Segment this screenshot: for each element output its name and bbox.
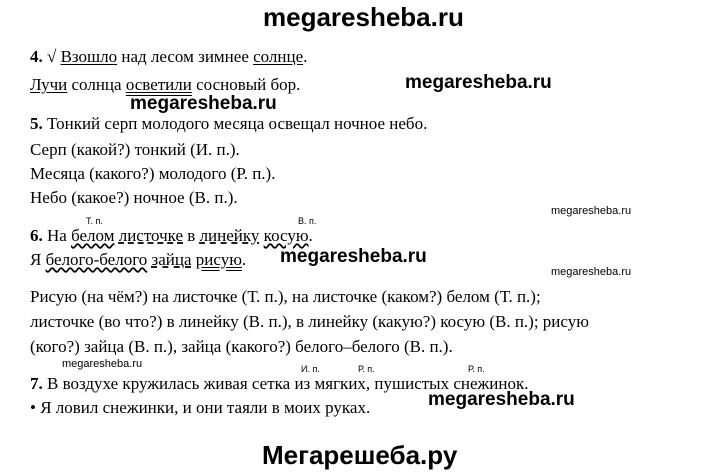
watermark-footer: Мегарешеба.ру [262,440,458,470]
exercise-5-sentence [30,114,427,134]
word-attribute: белого-белого [45,250,148,269]
text-fragment: . [303,47,308,66]
watermark: megaresheba.ru [62,358,143,370]
case-tag: И. п. [301,364,320,374]
exercise-number: 7. [30,374,43,393]
watermark: megaresheba.ru [551,205,632,217]
exercise-number: 5. [30,114,43,133]
word-predicate: осветили [125,75,192,94]
text-fragment: На [47,226,67,245]
exercise-4-line-2 [30,75,300,95]
exercise-5-line: Небо (какое?) ночное (В. п.). [30,188,238,207]
word-subject: Взошло [60,47,118,66]
watermark: megaresheba.ru [428,389,575,410]
word-attribute: белом [71,226,115,245]
watermark-header: megaresheba.ru [263,2,464,32]
word-object: зайца [151,250,192,269]
watermark: megaresheba.ru [405,72,552,93]
text-fragment: над лесом зимнее [121,47,249,66]
text-fragment: солнца [71,75,122,94]
word-object: листочке [118,226,184,245]
text-fragment: сосновый бор. [196,75,301,94]
exercise-4-line-1 [30,47,307,67]
exercise-7-bullet: • Я ловил снежинки, и они таяли в моих руках. [30,398,371,417]
word-subject: солнце [253,47,304,66]
exercise-number: 6. [30,226,43,245]
watermark: megaresheba.ru [551,266,632,278]
case-tag: Р. п. [468,364,485,374]
exercise-6-line: Рисую (на чём?) на листочке (Т. п.), на листочке (каком?) белом (Т. п.); [30,287,541,306]
watermark: megaresheba.ru [130,93,277,114]
exercise-number: 4. [30,47,43,66]
exercise-6-line: (кого?) зайца (В. п.), зайца (какого?) белого–белого (В. п.). [30,337,453,356]
watermark: megaresheba.ru [280,246,427,267]
text-fragment: Я [30,250,42,269]
text-fragment: в [187,226,196,245]
case-tag: В. п. [298,216,317,226]
exercise-6-line-2 [30,250,246,270]
exercise-6-line: листочке (во что?) в линейку (В. п.), в линейку (какую?) косую (В. п.); рисую [30,312,589,331]
sentence-text: В воздухе кружилась живая сетка из мягких, пушистых снежинок. [47,374,529,393]
word-subject: Лучи [30,75,68,94]
word-predicate: рисую [195,250,242,269]
word-attribute: косую [263,226,309,245]
word-object: линейку [199,226,260,245]
exercise-5-line: Месяца (какого?) молодого (Р. п.). [30,164,276,183]
exercise-6-line-1 [30,226,313,246]
exercise-5-line: Серп (какой?) тонкий (И. п.). [30,140,240,159]
text-fragment: . [241,250,247,269]
case-tag: Р. п. [358,364,375,374]
text-fragment: . [308,226,313,245]
case-tag: Т. п. [86,216,103,226]
sentence-text: Тонкий серп молодого месяца освещал ночное небо. [47,114,428,133]
check-mark-icon: √ [47,47,57,66]
